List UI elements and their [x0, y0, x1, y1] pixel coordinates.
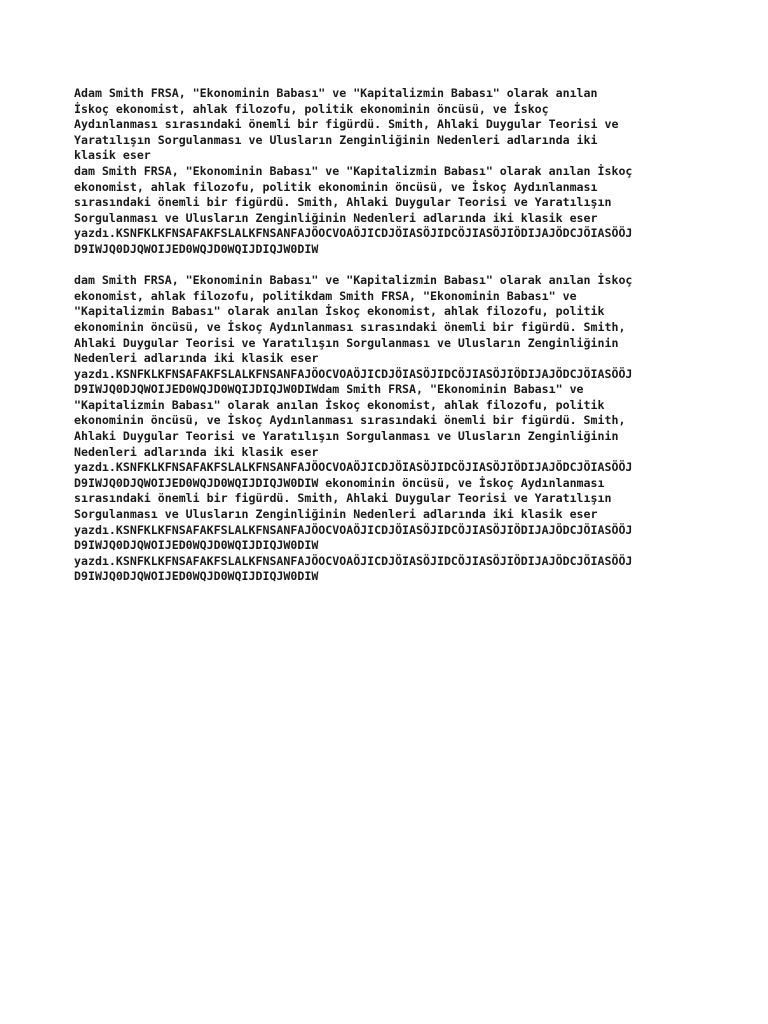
text-line: Nedenleri adlarında iki klasik eser [74, 351, 319, 366]
text-line: ekonominin öncüsü, ve İskoç Aydınlanması sırasındaki önemli bir figürdü. Smith, [74, 319, 626, 334]
document-body [74, 86, 704, 585]
text-line: yazdı.KSNFKLKFNSAFAKFSLALKFNSANFAJÖOCVOAÖJICDJÖIASÖJIDCÖJIASÖJIÖDIJAJÖDCJÖIASÖÖJ [74, 553, 633, 568]
text-line: ekonomist, ahlak filozofu, politikdam Smith FRSA, "Ekonominin Babası" ve [74, 288, 577, 303]
paragraph-gap [74, 258, 704, 274]
text-line: D9IWJQ0DJQWOIJED0WQJD0WQIJDIQJW0DIW [74, 241, 319, 256]
text-line: "Kapitalizmin Babası" olarak anılan İskoç ekonomist, ahlak filozofu, politik [74, 304, 605, 319]
text-line: dam Smith FRSA, "Ekonominin Babası" ve "Kapitalizmin Babası" olarak anılan İskoç [74, 273, 633, 288]
text-line: "Kapitalizmin Babası" olarak anılan İskoç ekonomist, ahlak filozofu, politik [74, 397, 605, 412]
paragraph-2 [74, 273, 704, 585]
text-line: yazdı.KSNFKLKFNSAFAKFSLALKFNSANFAJÖOCVOAÖJICDJÖIASÖJIDCÖJIASÖJIÖDIJAJÖDCJÖIASÖÖJ [74, 226, 633, 241]
text-line: Yaratılışın Sorgulanması ve Ulusların Zenginliğinin Nedenleri adlarında iki [74, 132, 598, 147]
text-line: yazdı.KSNFKLKFNSAFAKFSLALKFNSANFAJÖOCVOAÖJICDJÖIASÖJIDCÖJIASÖJIÖDIJAJÖDCJÖIASÖÖJ [74, 366, 633, 381]
text-line: İskoç ekonomist, ahlak filozofu, politik ekonominin öncüsü, ve İskoç [74, 101, 549, 116]
text-line: yazdı.KSNFKLKFNSAFAKFSLALKFNSANFAJÖOCVOAÖJICDJÖIASÖJIDCÖJIASÖJIÖDIJAJÖDCJÖIASÖÖJ [74, 460, 633, 475]
paragraph-1 [74, 86, 704, 258]
text-line: Sorgulanması ve Ulusların Zenginliğinin Nedenleri adlarında iki klasik eser [74, 507, 598, 522]
text-line: D9IWJQ0DJQWOIJED0WQJD0WQIJDIQJW0DIWdam Smith FRSA, "Ekonominin Babası" ve [74, 382, 584, 397]
text-line: D9IWJQ0DJQWOIJED0WQJD0WQIJDIQJW0DIW [74, 538, 319, 553]
text-line: sırasındaki önemli bir figürdü. Smith, Ahlaki Duygular Teorisi ve Yaratılışın [74, 195, 612, 210]
text-line: Aydınlanması sırasındaki önemli bir figürdü. Smith, Ahlaki Duygular Teorisi ve [74, 117, 619, 132]
text-line: Nedenleri adlarında iki klasik eser [74, 444, 319, 459]
text-line: Sorgulanması ve Ulusların Zenginliğinin Nedenleri adlarında iki klasik eser [74, 210, 598, 225]
text-line: ekonominin öncüsü, ve İskoç Aydınlanması sırasındaki önemli bir figürdü. Smith, [74, 413, 626, 428]
text-line: D9IWJQ0DJQWOIJED0WQJD0WQIJDIQJW0DIW [74, 569, 319, 584]
text-line: ekonomist, ahlak filozofu, politik ekonominin öncüsü, ve İskoç Aydınlanması [74, 179, 598, 194]
text-line: Adam Smith FRSA, "Ekonominin Babası" ve "Kapitalizmin Babası" olarak anılan [74, 86, 598, 100]
text-line: yazdı.KSNFKLKFNSAFAKFSLALKFNSANFAJÖOCVOAÖJICDJÖIASÖJIDCÖJIASÖJIÖDIJAJÖDCJÖIASÖÖJ [74, 522, 633, 537]
text-line: klasik eser [74, 148, 151, 163]
text-line: sırasındaki önemli bir figürdü. Smith, Ahlaki Duygular Teorisi ve Yaratılışın [74, 491, 612, 506]
text-line: D9IWJQ0DJQWOIJED0WQJD0WQIJDIQJW0DIW ekonominin öncüsü, ve İskoç Aydınlanması [74, 475, 605, 490]
text-line: dam Smith FRSA, "Ekonominin Babası" ve "Kapitalizmin Babası" olarak anılan İskoç [74, 163, 633, 178]
text-line: Ahlaki Duygular Teorisi ve Yaratılışın Sorgulanması ve Ulusların Zenginliğinin [74, 335, 619, 350]
text-line: Ahlaki Duygular Teorisi ve Yaratılışın Sorgulanması ve Ulusların Zenginliğinin [74, 429, 619, 444]
